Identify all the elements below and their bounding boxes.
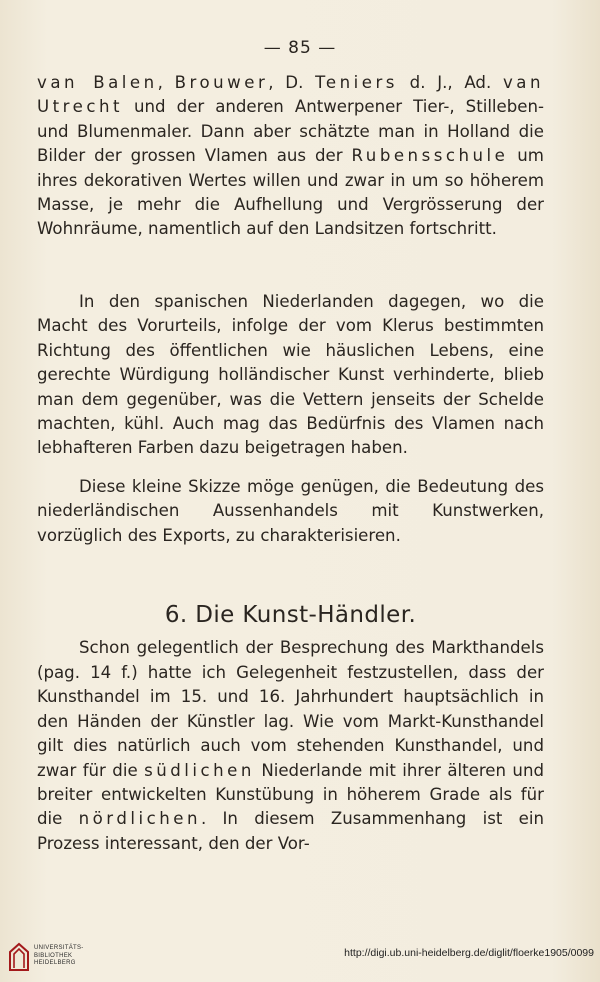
section-heading: 6. Die Kunst-Händler.: [164, 602, 417, 629]
library-line-3: HEIDELBERG: [34, 960, 76, 966]
text-run: Schon gelegentlich der Besprechung des Markthandels (pag. 14 f.) hatte ich Gelegenheit festzustellen, dass der Kunsthandel im 15. und 16. Jahrhundert hauptsächlich in den Händen der Künstler lag. Wie vom Markt-Kunsthandel gilt dies natürlich auch vom stehenden Kunsthandel, und zwar für die: [37, 638, 544, 780]
text-run: Niederlande mit ihrer älteren und breiter entwickelten Kunstübung in höherem Grade als für die: [37, 760, 544, 829]
text-run: d. J., Ad.: [397, 73, 503, 92]
paragraph-3: Diese kleine Skizze möge genügen, die Bedeutung des niederländischen Aussenhandels mit Kunstwerken, vorzüglich des Exports, zu charakterisieren.: [37, 476, 544, 545]
paragraph-2: In den spanischen Niederlanden dagegen, wo die Macht des Vorurteils, infolge der vom Klerus bestimmten Richtung des öffentlichen wie häuslichen Lebens, eine gerechte Würdigung holländischer Kunst verhinderte, blieb man dem gegenüber, was die Vettern jenseits der Schelde machten, kühl. Auch mag das Bedürfnis des Vlamen nach lebhafteren Farben dazu beigetragen haben.: [37, 292, 544, 458]
spaced-emphasis: van Balen: [37, 73, 158, 92]
spaced-emphasis: van Utrecht: [37, 73, 544, 117]
source-url-link[interactable]: http://digi.ub.uni-heidelberg.de/diglit/floerke1905/0099: [344, 947, 594, 959]
library-name: [34, 945, 84, 968]
spaced-emphasis: südlichen: [144, 760, 255, 780]
page-number: — 85 —: [263, 38, 337, 58]
spaced-emphasis: Teniers: [315, 73, 398, 92]
library-line-2: BIBLIOTHEK: [34, 952, 73, 959]
library-emblem-icon: [8, 942, 30, 972]
paragraph-1: [37, 71, 544, 290]
spaced-emphasis: Brouwer: [174, 73, 269, 92]
text-run: , D.: [268, 73, 316, 92]
body-text: [37, 71, 544, 856]
spaced-emphasis: Rubensschule: [351, 146, 509, 166]
text-run: . In diesem Zusammenhang ist ein Prozess interessant, den der Vor-: [37, 809, 544, 853]
library-line-1: UNIVERSITÄTS-: [34, 945, 84, 951]
library-logo[interactable]: [8, 942, 90, 974]
spaced-emphasis: nördlichen: [78, 809, 201, 829]
text-run: und der anderen Antwerpener Tier-, Stilleben- und Blumenmaler. Dann aber schätzte man in Holland die Bilder der grossen Vlamen aus der: [37, 97, 544, 166]
paragraph-4: [37, 636, 544, 856]
text-run: ,: [157, 73, 175, 92]
text-run: um ihres dekorativen Wertes willen und zwar in um so höherem Masse, je mehr die Aufhellung und Vergrösserung der Wohnräume, namentlich auf den Landsitzen fortschritt.: [37, 146, 544, 239]
